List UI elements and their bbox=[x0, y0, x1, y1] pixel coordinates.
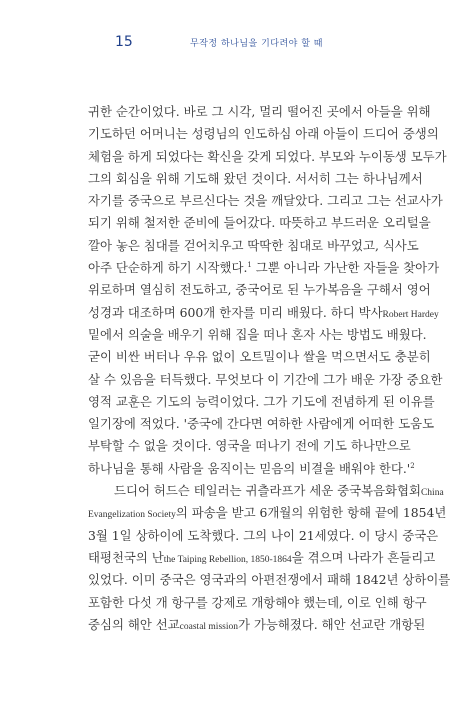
text-line: 3월 1일 상하이에 도착했다. 그의 나이 21세였다. 이 당시 중국은 bbox=[88, 527, 439, 543]
text-line bbox=[88, 480, 444, 502]
text-line bbox=[88, 257, 440, 279]
text-span: 중심의 해안 선교 bbox=[88, 616, 180, 632]
text-line: 자기를 중국으로 부르신다는 것을 깨달았다. 그리고 그는 선교사가 bbox=[88, 193, 443, 209]
text-line bbox=[88, 614, 440, 636]
text-span: 하나님을 통해 사람을 움직이는 믿음의 비결을 배워야 한다.' bbox=[88, 460, 411, 476]
text-line bbox=[88, 547, 440, 569]
text-line: 체험을 하게 되었다는 확신을 갖게 되었다. 부모와 누이동생 모두가 bbox=[88, 148, 447, 164]
text-span: 성경과 대조하며 600개 한자를 미리 배웠다. 하디 박사 bbox=[88, 304, 383, 320]
text-span: 아주 단순하게 하기 시작했다. bbox=[88, 260, 248, 276]
text-line bbox=[88, 502, 447, 524]
text-line: 위로하며 열심히 전도하고, 중국어로 된 누가복음을 구해서 영어 bbox=[88, 282, 431, 298]
text-span: 그뿐 아니라 가난한 자들을 찾아가 bbox=[251, 260, 440, 276]
text-line: 굳이 비싼 버터나 우유 없이 오트밀이나 쌀을 먹으면서도 충분히 bbox=[88, 349, 431, 365]
text-line: 있었다. 이미 중국은 영국과의 아편전쟁에서 패해 1842년 상하이를 bbox=[88, 572, 451, 588]
text-line: 그의 회심을 위해 기도해 왔던 것이다. 서서히 그는 하나님께서 bbox=[88, 170, 423, 186]
text-span: 드디어 허드슨 테일러는 귀츨라프가 세운 중국복음화협회 bbox=[114, 483, 421, 499]
text-line: 부탁할 수 없을 것이다. 영국을 떠나기 전에 기도 하나만으로 bbox=[88, 438, 411, 454]
text-line: 포함한 다섯 개 항구를 강제로 개항해야 했는데, 이로 인해 항구 bbox=[88, 594, 427, 610]
text-span: 태평천국의 난 bbox=[88, 549, 164, 565]
text-span: 의 파송을 받고 6개월의 위험한 항해 끝에 1854년 bbox=[175, 505, 447, 521]
body-text bbox=[88, 101, 451, 636]
english-name: coastal mission bbox=[179, 621, 238, 632]
english-name: China bbox=[420, 488, 444, 499]
text-span: 을 겪으며 나라가 흔들리고 bbox=[291, 549, 436, 565]
text-span: 가 가능해졌다. 해안 선교란 개항된 bbox=[238, 616, 426, 632]
text-line: 일기장에 적었다. '중국에 간다면 여하한 사람에게 어떠한 도움도 bbox=[88, 416, 435, 432]
text-line: 기도하던 어머니는 성령님의 인도하심 아래 아들이 드디어 중생의 bbox=[88, 126, 439, 142]
text-line: 귀한 순간이었다. 바로 그 시각, 멀리 떨어진 곳에서 아들을 위해 bbox=[88, 104, 431, 119]
english-name: the Taiping Rebellion, 1850-1864 bbox=[163, 554, 292, 565]
english-name: Robert Hardey bbox=[382, 309, 439, 320]
text-line: 영적 교훈은 기도의 능력이었다. 그가 기도에 전념하게 된 이유를 bbox=[88, 393, 435, 409]
text-line bbox=[88, 302, 440, 324]
text-line: 살 수 있음을 터득했다. 무엇보다 이 기간에 그가 배운 가장 중요한 bbox=[88, 371, 443, 387]
running-head: 무작정 하나님을 기다려야 할 때 bbox=[190, 39, 323, 49]
footnote-marker: 2 bbox=[410, 461, 415, 470]
english-name: Evangelization Society bbox=[88, 510, 176, 521]
text-line: 깔아 놓은 침대를 걷어치우고 딱딱한 침대로 바꾸었고, 식사도 bbox=[88, 237, 419, 253]
page-number: 15 bbox=[115, 34, 133, 50]
text-line: 되기 위해 철저한 준비에 들어갔다. 따뜻하고 부드러운 오리털을 bbox=[88, 215, 431, 231]
footnote-marker: 1 bbox=[247, 260, 252, 269]
text-line: 밑에서 의술을 배우기 위해 집을 떠나 혼자 사는 방법도 배웠다. bbox=[88, 326, 427, 342]
text-line bbox=[88, 458, 440, 480]
